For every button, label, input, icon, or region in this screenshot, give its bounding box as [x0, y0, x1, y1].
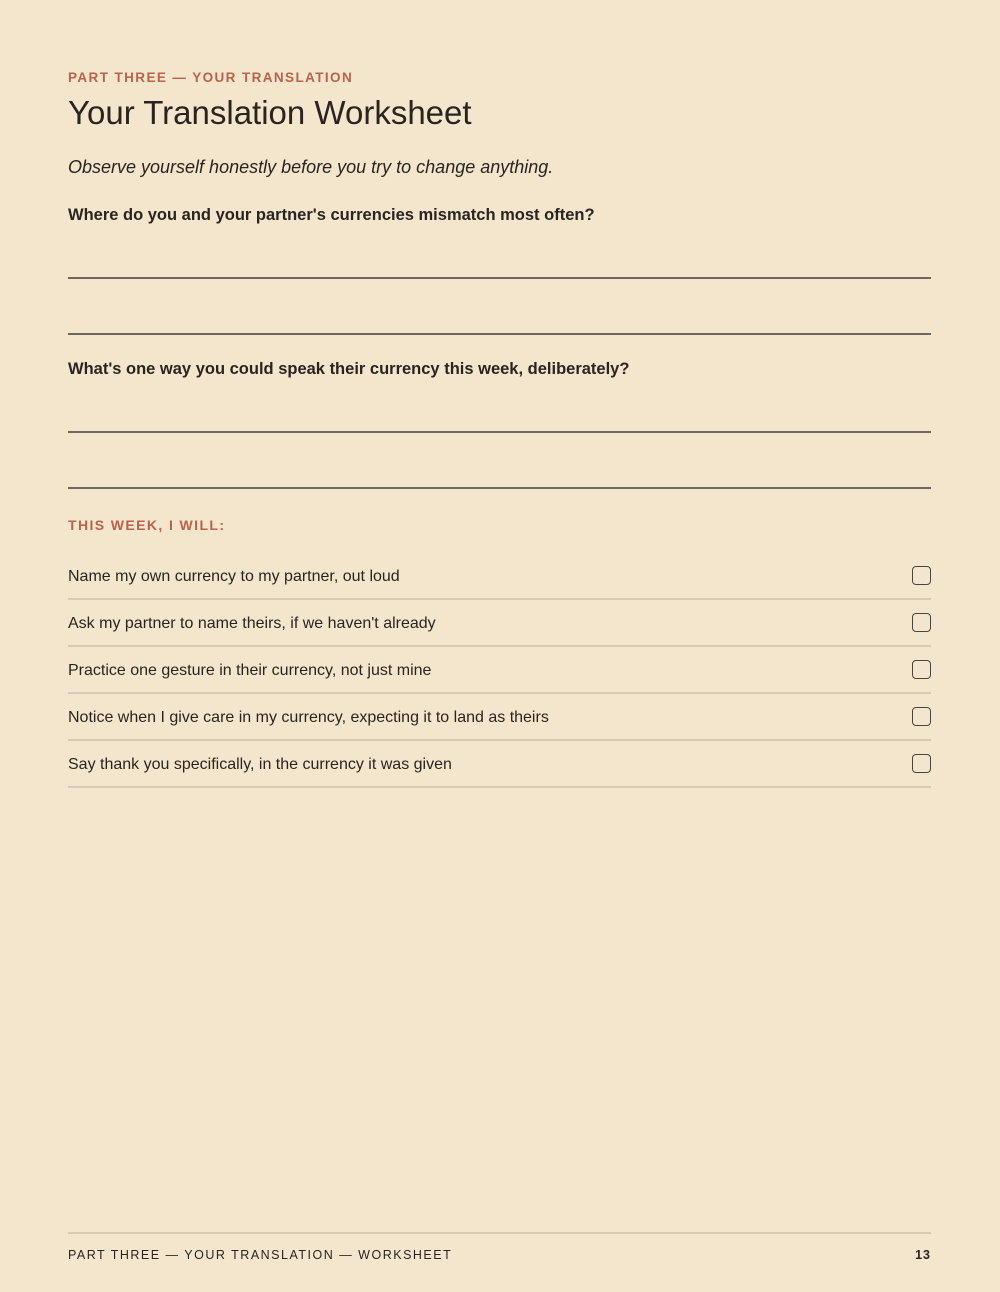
weekly-checklist — [68, 553, 931, 788]
checklist-checkbox[interactable] — [912, 613, 931, 632]
checklist-item-label: Notice when I give care in my currency, expecting it to land as theirs — [68, 709, 549, 726]
checklist-checkbox[interactable] — [912, 754, 931, 773]
checklist-item-label: Practice one gesture in their currency, not just mine — [68, 662, 432, 679]
footer-running-title: PART THREE — YOUR TRANSLATION — WORKSHEET — [68, 1248, 453, 1262]
question-1-answer-line-2[interactable] — [68, 333, 931, 335]
question-2-answer-line-2[interactable] — [68, 487, 931, 489]
checklist-checkbox[interactable] — [912, 566, 931, 585]
checklist-item — [68, 553, 931, 600]
checklist-item — [68, 600, 931, 647]
question-2-answer-line-1[interactable] — [68, 431, 931, 433]
section-eyebrow: PART THREE — YOUR TRANSLATION — [68, 70, 354, 85]
checklist-item-label: Name my own currency to my partner, out loud — [68, 568, 400, 585]
checklist-item — [68, 647, 931, 694]
checklist-checkbox[interactable] — [912, 707, 931, 726]
page-title: Your Translation Worksheet — [68, 94, 472, 131]
page-number: 13 — [915, 1248, 931, 1262]
checklist-item — [68, 694, 931, 741]
checklist-item — [68, 741, 931, 788]
checklist-heading: THIS WEEK, I WILL: — [68, 517, 226, 533]
question-1-answer-line-1[interactable] — [68, 277, 931, 279]
checklist-item-label: Say thank you specifically, in the currency it was given — [68, 756, 452, 773]
checklist-checkbox[interactable] — [912, 660, 931, 679]
page-subtitle: Observe yourself honestly before you try to change anything. — [68, 157, 554, 177]
footer-divider — [68, 1232, 931, 1234]
checklist-item-label: Ask my partner to name theirs, if we haven't already — [68, 615, 436, 632]
question-1-prompt: Where do you and your partner's currencies mismatch most often? — [68, 206, 595, 224]
question-2-prompt: What's one way you could speak their currency this week, deliberately? — [68, 360, 630, 378]
